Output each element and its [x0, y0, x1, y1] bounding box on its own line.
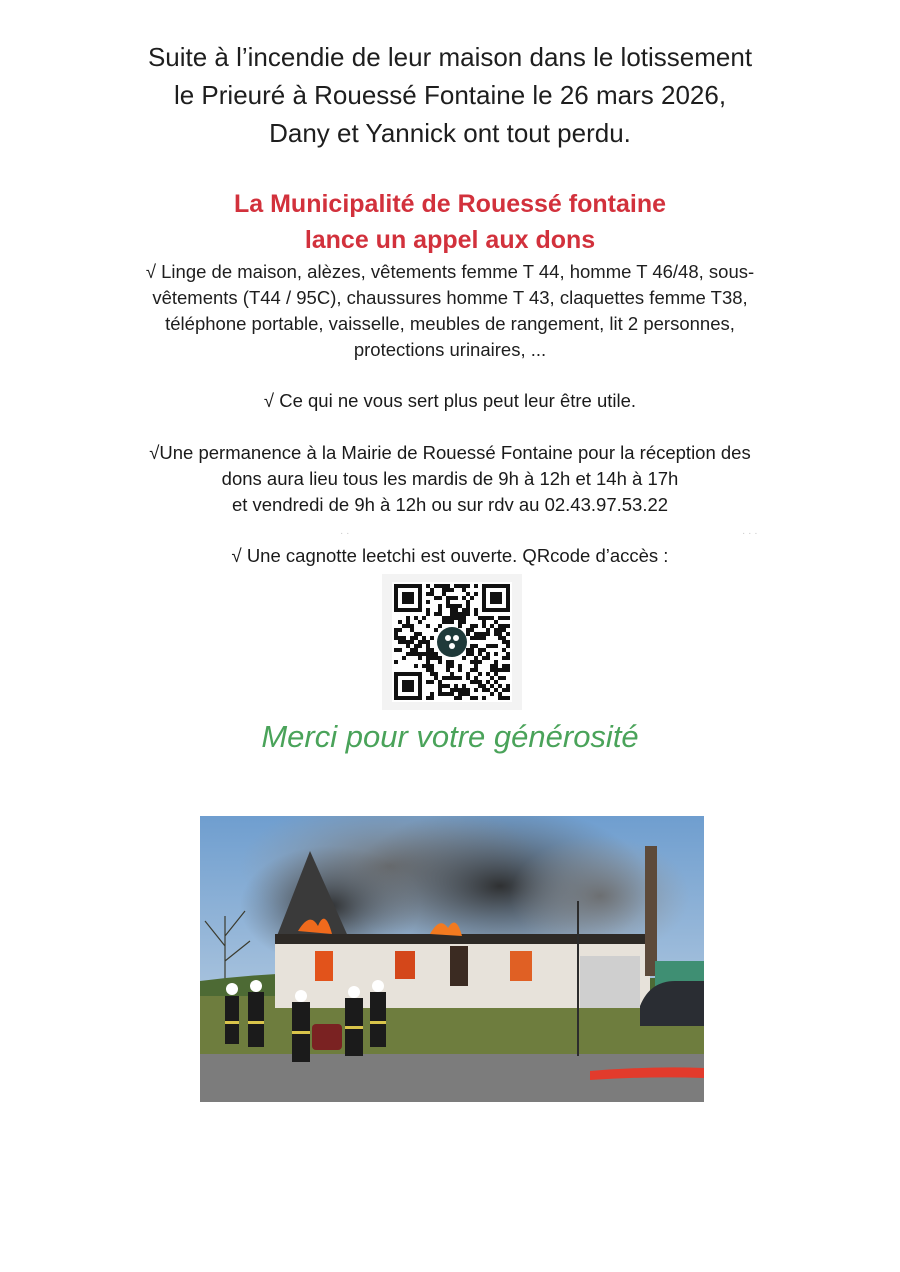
items-line: vêtements (T44 / 95C), chaussures homme T 43, claquettes femme T38, [152, 287, 748, 308]
cagnotte-note: √ Une cagnotte leetchi est ouverte. QRcode d’accès : [231, 545, 669, 566]
qr-code-icon[interactable] [382, 574, 522, 710]
intro-line: le Prieuré à Rouessé Fontaine le 26 mars 2026, [173, 80, 727, 110]
leetchi-logo-icon [437, 627, 467, 657]
scan-mark: · · · [742, 528, 758, 539]
items-line: téléphone portable, vaisselle, meubles de rangement, lit 2 personnes, [165, 313, 735, 334]
items-line: √ Linge de maison, alèzes, vêtements femme T 44, homme T 46/48, sous- [145, 261, 755, 282]
scan-mark: · · [340, 528, 350, 539]
intro-line: Suite à l’incendie de leur maison dans le lotissement [147, 42, 753, 72]
useful-note: √ Ce qui ne vous sert plus peut leur être utile. [263, 390, 637, 411]
appeal-heading [100, 186, 800, 258]
intro-text [60, 38, 840, 152]
items-line: protections urinaires, ... [353, 339, 547, 360]
appeal-line: lance un appel aux dons [304, 226, 596, 254]
donation-items [90, 259, 810, 363]
house-fire-photo [200, 816, 704, 1102]
permanence-line: et vendredi de 9h à 12h ou sur rdv au 02.43.97.53.22 [231, 494, 669, 515]
thanks-message: Merci pour votre générosité [261, 719, 639, 754]
appeal-line: La Municipalité de Rouessé fontaine [233, 190, 667, 218]
permanence-info [90, 440, 810, 518]
intro-line: Dany et Yannick ont tout perdu. [269, 118, 631, 148]
permanence-line: √Une permanence à la Mairie de Rouessé Fontaine pour la réception des [149, 442, 751, 463]
permanence-line: dons aura lieu tous les mardis de 9h à 12h et 14h à 17h [221, 468, 679, 489]
